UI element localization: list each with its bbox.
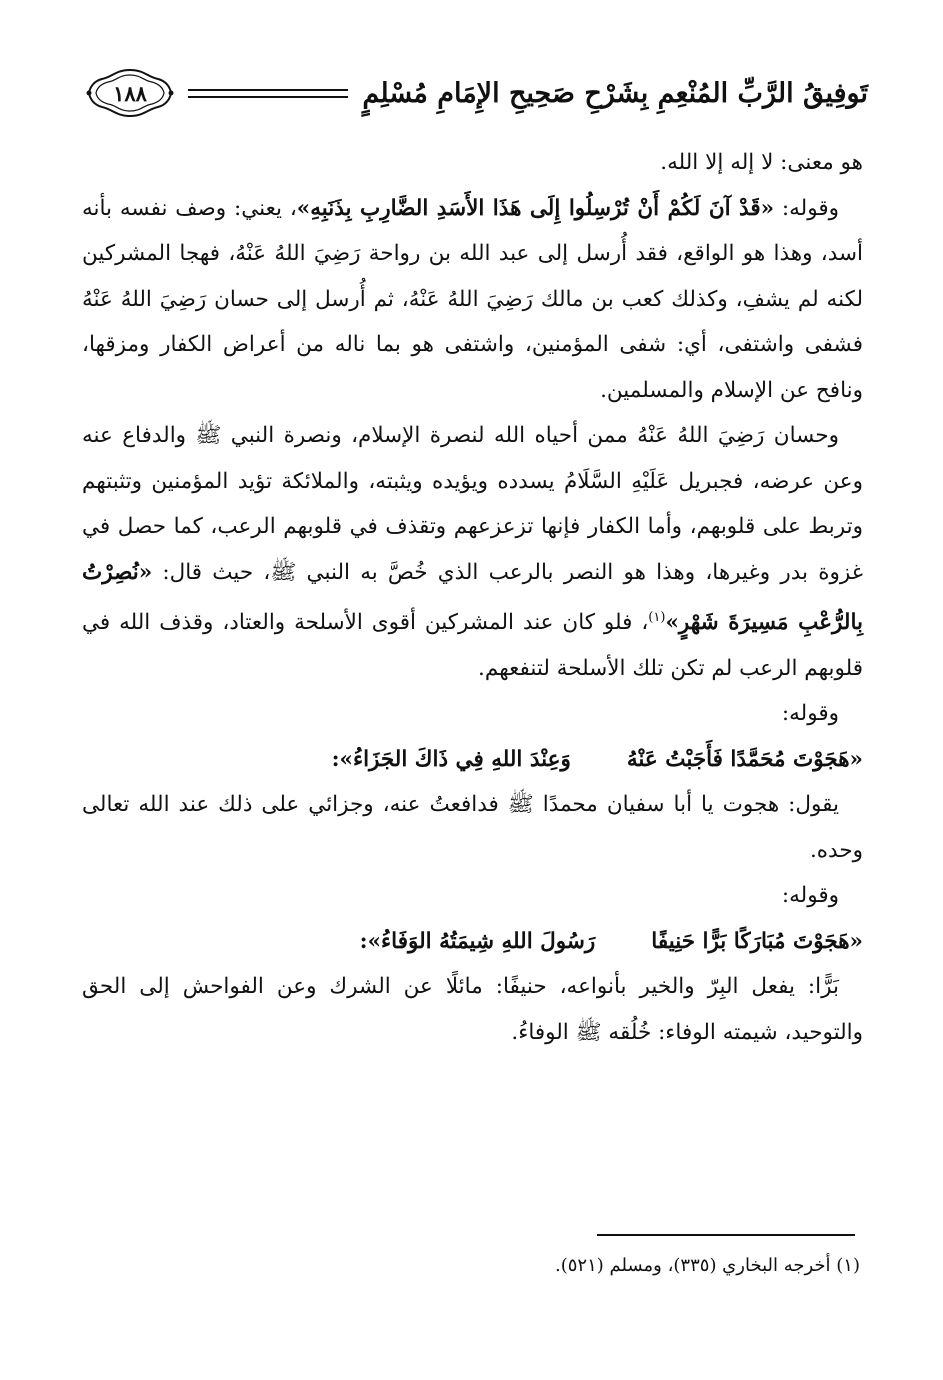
poetry-verse <box>82 737 863 783</box>
verse-hemistich: وَعِنْدَ اللهِ فِي ذَاكَ الجَزَاءُ»: <box>331 746 571 772</box>
main-text <box>82 140 863 1055</box>
verse-hemistich: «هَجَوْتَ مُحَمَّدًا فَأَجَبْتُ عَنْهُ <box>626 746 863 772</box>
paragraph <box>82 186 863 414</box>
page-header <box>86 62 868 124</box>
header-rule <box>188 89 348 98</box>
footnote: (١) أخرجه البخاري (٣٣٥)، ومسلم (٥٢١). <box>555 1255 860 1276</box>
page-number: ١٨٨ <box>113 80 147 106</box>
paragraph-text: هو معنى: لا إله إلا الله. <box>660 150 863 175</box>
footnote-marker: (١) <box>648 610 666 625</box>
running-title: تَوفِيقُ الرَّبِّ المُنْعِمِ بِشَرْحِ صَحِيحِ الإِمَامِ مُسْلِمٍ <box>362 77 868 109</box>
paragraph-text: وحسان رَضِيَ اللهُ عَنْهُ ممن أحياه الله لنصرة الإسلام، ونصرة النبي ﷺ والدفاع عنه وعن عرضه، فجبريل عَلَيْهِ السَّلَامُ يسدده ويؤيده ويثبته، والملائكة تؤيد المؤمنين وتثبتهم وتربط على قلوبهم، وأما الكفار فإنها تزعزعهم وتقذف في قلوبهم الرعب، كما حصل في غزوة بدر وغيرها، وهذا هو النصر بالرعب الذي خُصَّ به النبي ﷺ، حيث قال: <box>82 423 863 585</box>
hadith-quote: «نُصِرْتُ بِالرُّعْبِ مَسِيرَةَ شَهْرٍ» <box>82 559 864 636</box>
footnote-separator <box>597 1234 855 1236</box>
label: وقوله: <box>781 701 839 727</box>
paragraph-text: يقول: هجوت يا أبا سفيان محمدًا ﷺ فدافعتُ عنه، وجزائي على ذلك عند الله تعالى وحده. <box>82 792 863 863</box>
paragraph <box>82 782 863 873</box>
verse-hemistich: رَسُولَ اللهِ شِيمَتُهُ الوَفَاءُ»: <box>359 928 596 954</box>
page-number-ornament <box>86 67 174 119</box>
paragraph-text: بَرًّا: يفعل البِرّ والخير بأنواعه، حنيفًا: مائلًا عن الشرك وعن الفواحش إلى الحق والتوحيد، شيمته الوفاء: خُلُقه ﷺ الوفاءُ. <box>82 974 863 1045</box>
label: وقوله: <box>781 883 839 909</box>
paragraph-text: ، يعني: وصف نفسه بأنه أسد، وهذا هو الواقع، فقد أُرسل إلى عبد الله بن رواحة رَضِيَ اللهُ عَنْهُ، فهجا المشركين لكنه لم يشفِ، وكذلك كعب بن مالك رَضِيَ اللهُ عَنْهُ، ثم أُرسل إلى حسان رَضِيَ اللهُ عَنْهُ فشفى واشتفى، أي: شفى المؤمنين، واشتفى هو بما ناله من أعراض الكفار ومزقها، ونافح عن الإسلام والمسلمين. <box>82 195 863 403</box>
paragraph <box>82 964 863 1055</box>
paragraph-text: ، فلو كان عند المشركين أقوى الأسلحة والعتاد، وقذف الله في قلوبهم الرعب لم تكن تلك الأسلحة لتنفعهم. <box>82 610 863 681</box>
paragraph <box>82 413 863 691</box>
paragraph <box>82 140 863 186</box>
paragraph-text: وقوله: <box>774 195 839 221</box>
hadith-quote: «قَدْ آنَ لَكُمْ أَنْ تُرْسِلُوا إِلَى هَذَا الأَسَدِ الضَّارِبِ بِذَنَبِهِ» <box>296 195 775 221</box>
poetry-verse <box>82 919 863 965</box>
verse-hemistich: «هَجَوْتَ مُبَارَكًا بَرًّا حَنِيفًا <box>651 928 863 954</box>
